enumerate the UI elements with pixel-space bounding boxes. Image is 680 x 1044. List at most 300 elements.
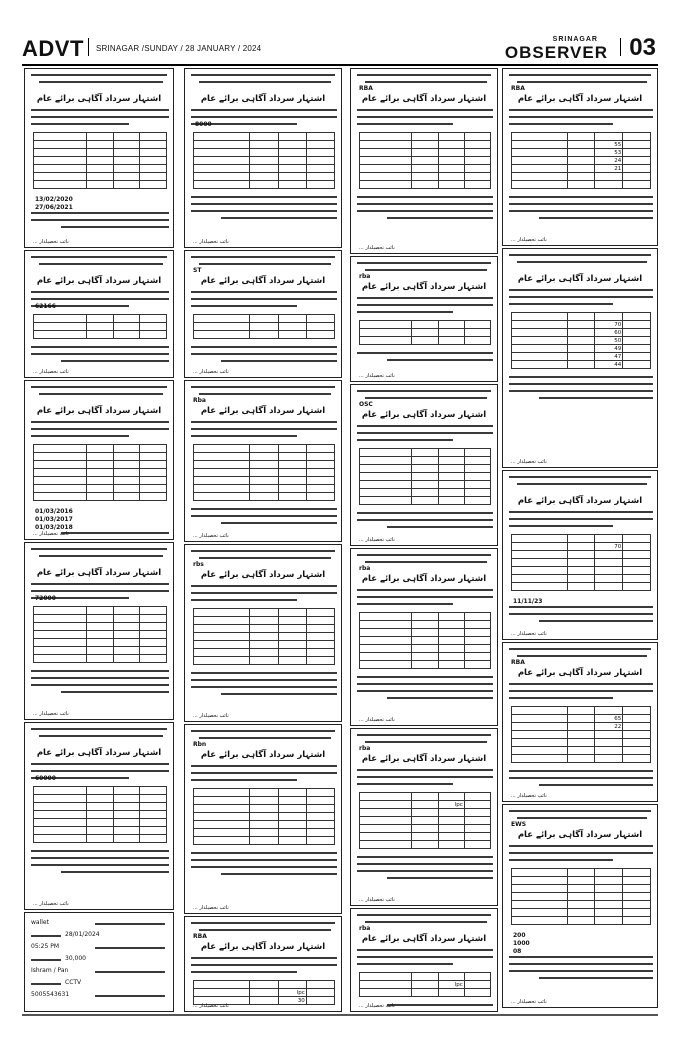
- table-cell: [623, 885, 651, 893]
- table-cell: [512, 133, 568, 141]
- table-cell: [194, 315, 250, 323]
- table-cell: [512, 345, 568, 353]
- table-cell: [464, 637, 490, 645]
- table-row: [512, 755, 651, 763]
- table-cell: lpc: [438, 801, 464, 809]
- table-cell: [87, 181, 114, 189]
- table-row: [194, 157, 335, 165]
- text-line: [95, 971, 165, 973]
- text-line: [191, 779, 297, 781]
- table-row: [512, 707, 651, 715]
- table-cell: [623, 731, 651, 739]
- table-cell: [623, 173, 651, 181]
- classified-notice: [184, 250, 342, 378]
- table-row: [34, 149, 167, 157]
- table-cell: [250, 445, 278, 453]
- text-line: [191, 515, 337, 517]
- table-cell: [567, 321, 595, 329]
- table-cell: [87, 647, 114, 655]
- table-row: [194, 315, 335, 323]
- table-cell: [278, 797, 306, 805]
- table-cell: [512, 361, 568, 369]
- text-line: [199, 81, 331, 83]
- table-cell: [306, 453, 334, 461]
- table-row: [194, 485, 335, 493]
- table-cell: [113, 157, 140, 165]
- text-line: [509, 963, 653, 965]
- text-line: [539, 620, 653, 622]
- table-cell: [438, 793, 464, 801]
- classified-notice: [502, 642, 658, 802]
- notice-signature: نائب تحصیلدار ...: [359, 245, 395, 251]
- table-cell: [567, 543, 595, 551]
- table-cell: [140, 835, 167, 843]
- text-line: [191, 957, 337, 959]
- text-line: [509, 289, 653, 291]
- text-line: [357, 863, 493, 865]
- table-cell: [623, 747, 651, 755]
- table-cell: [113, 485, 140, 493]
- table-cell: [250, 165, 278, 173]
- table-cell: [623, 755, 651, 763]
- table-cell: [438, 809, 464, 817]
- table-row: [512, 909, 651, 917]
- table-cell: [278, 133, 306, 141]
- table-cell: [412, 321, 438, 329]
- text-line: [357, 203, 493, 205]
- notice-title: اشتہار سرداد آگاہی برائے عام: [361, 282, 487, 292]
- notice-amount: 60000: [35, 775, 56, 782]
- table-row: [360, 653, 491, 661]
- text-line: [31, 298, 169, 300]
- wallet-tag: CCTV: [65, 979, 82, 986]
- table-cell: [412, 329, 438, 337]
- notice-title: اشتہار سرداد آگاہی برائے عام: [361, 754, 487, 764]
- classified-notice: [24, 542, 174, 720]
- table-cell: [567, 133, 595, 141]
- table-cell: [278, 445, 306, 453]
- table-row: [512, 877, 651, 885]
- table-cell: [464, 133, 490, 141]
- table-cell: [623, 723, 651, 731]
- table-cell: [34, 795, 87, 803]
- text-line: [199, 263, 331, 265]
- table-cell: [623, 869, 651, 877]
- wallet-notice: [24, 912, 174, 1012]
- notice-value: 01/03/2016: [35, 508, 73, 515]
- table-cell: [194, 633, 250, 641]
- table-cell: [438, 149, 464, 157]
- text-line: [31, 983, 61, 985]
- text-line: [509, 810, 651, 812]
- table-row: [512, 173, 651, 181]
- table-cell: [464, 833, 490, 841]
- text-line: [357, 776, 493, 778]
- table-cell: [360, 629, 412, 637]
- table-cell: [194, 173, 250, 181]
- notice-title: اشتہار سرداد آگاہی برائے عام: [36, 276, 162, 286]
- table-row: [360, 337, 491, 345]
- text-line: [191, 386, 335, 388]
- table-cell: [360, 321, 412, 329]
- notice-tag: rbs: [193, 561, 204, 568]
- text-line: [357, 519, 493, 521]
- table-row: [194, 445, 335, 453]
- table-cell: [194, 797, 250, 805]
- text-line: [509, 203, 653, 205]
- table-cell: [278, 649, 306, 657]
- text-line: [387, 1004, 493, 1006]
- text-line: [509, 296, 653, 298]
- table-cell: [360, 329, 412, 337]
- text-line: [31, 212, 169, 214]
- table-cell: [87, 485, 114, 493]
- table-cell: [438, 497, 464, 505]
- text-line: [357, 74, 491, 76]
- table-cell: [567, 345, 595, 353]
- table-cell: [113, 133, 140, 141]
- table-cell: [250, 157, 278, 165]
- table-row: [360, 465, 491, 473]
- notice-table: [511, 868, 651, 925]
- table-cell: [87, 173, 114, 181]
- text-line: [31, 728, 167, 730]
- text-line: [357, 432, 493, 434]
- text-line: [509, 196, 653, 198]
- text-line: [31, 670, 169, 672]
- table-cell: [623, 893, 651, 901]
- table-cell: [438, 449, 464, 457]
- text-line: [509, 109, 653, 111]
- table-cell: [464, 661, 490, 669]
- text-line: [191, 922, 335, 924]
- table-row: [34, 615, 167, 623]
- table-cell: [360, 809, 412, 817]
- table-cell: [412, 653, 438, 661]
- table-cell: [567, 901, 595, 909]
- table-cell: [595, 559, 623, 567]
- table-cell: [250, 813, 278, 821]
- text-line: [357, 603, 453, 605]
- table-cell: [34, 607, 87, 615]
- table-row: [34, 181, 167, 189]
- table-cell: [250, 657, 278, 665]
- table-cell: [306, 323, 334, 331]
- table-cell: [412, 645, 438, 653]
- text-line: [357, 352, 493, 354]
- table-cell: [595, 869, 623, 877]
- table-row: [194, 633, 335, 641]
- table-row: [512, 901, 651, 909]
- notice-signature: نائب تحصیلدار ...: [193, 239, 229, 245]
- notice-signature: نائب تحصیلدار ...: [359, 537, 395, 543]
- text-line: [357, 690, 493, 692]
- table-cell: [113, 493, 140, 501]
- table-cell: [360, 833, 412, 841]
- table-cell: [306, 617, 334, 625]
- table-cell: [306, 331, 334, 339]
- notice-tag: RBA: [511, 85, 525, 92]
- header-separator: [88, 38, 89, 56]
- notice-title: اشتہار سرداد آگاہی برائے عام: [361, 574, 487, 584]
- table-cell: [595, 173, 623, 181]
- table-row: [194, 981, 335, 989]
- table-row: [512, 353, 651, 361]
- notice-tag: rba: [359, 565, 371, 572]
- table-cell: [512, 755, 568, 763]
- table-cell: [623, 157, 651, 165]
- table-row: [360, 825, 491, 833]
- table-cell: [250, 997, 278, 1005]
- table-cell: [360, 825, 412, 833]
- text-line: [357, 914, 491, 916]
- notice-table: [33, 606, 167, 663]
- table-cell: [595, 707, 623, 715]
- table-cell: [623, 877, 651, 885]
- text-line: [365, 397, 487, 399]
- table-cell: [34, 819, 87, 827]
- table-row: [512, 715, 651, 723]
- text-line: [517, 261, 647, 263]
- table-cell: [567, 715, 595, 723]
- table-row: [360, 173, 491, 181]
- table-cell: [250, 323, 278, 331]
- table-cell: [512, 707, 568, 715]
- table-cell: [194, 461, 250, 469]
- table-cell: [278, 469, 306, 477]
- text-line: [199, 737, 331, 739]
- table-cell: [567, 575, 595, 583]
- table-cell: [438, 465, 464, 473]
- page-number: 03: [629, 34, 656, 61]
- table-cell: [87, 631, 114, 639]
- table-row: [194, 805, 335, 813]
- table-row: [512, 133, 651, 141]
- notice-table: [359, 792, 491, 849]
- text-line: [191, 964, 337, 966]
- table-cell: [623, 181, 651, 189]
- table-cell: [87, 445, 114, 453]
- table-cell: [278, 157, 306, 165]
- table-cell: [438, 613, 464, 621]
- table-cell: [306, 469, 334, 477]
- table-cell: [512, 535, 568, 543]
- table-cell: [113, 331, 140, 339]
- table-cell: [194, 469, 250, 477]
- table-cell: [306, 989, 334, 997]
- text-line: [357, 109, 493, 111]
- table-cell: [194, 149, 250, 157]
- table-cell: [464, 329, 490, 337]
- text-line: [509, 648, 651, 650]
- table-cell: [623, 559, 651, 567]
- notice-title: اشتہار سرداد آگاہی برائے عام: [200, 276, 326, 286]
- table-cell: [595, 885, 623, 893]
- table-cell: [438, 989, 464, 997]
- text-line: [39, 735, 163, 737]
- table-cell: 30: [278, 997, 306, 1005]
- table-cell: [140, 477, 167, 485]
- table-row: [34, 819, 167, 827]
- table-cell: [34, 157, 87, 165]
- table-cell: [567, 731, 595, 739]
- table-cell: [412, 497, 438, 505]
- notice-signature: نائب تحصیلدار ...: [193, 1003, 229, 1009]
- table-cell: [412, 833, 438, 841]
- table-cell: [412, 149, 438, 157]
- text-line: [357, 596, 493, 598]
- text-line: [509, 303, 613, 305]
- text-line: [509, 845, 653, 847]
- table-cell: [623, 133, 651, 141]
- notice-tag: RBA: [193, 933, 207, 940]
- table-cell: [623, 329, 651, 337]
- table-row: [360, 473, 491, 481]
- notice-value: 200: [513, 932, 526, 939]
- table-cell: [87, 827, 114, 835]
- table-cell: [512, 869, 568, 877]
- table-row: [34, 485, 167, 493]
- table-row: [512, 149, 651, 157]
- table-cell: [306, 157, 334, 165]
- table-row: [194, 331, 335, 339]
- wallet-tag: Ishram / Pan: [31, 967, 69, 974]
- table-cell: [412, 841, 438, 849]
- table-cell: [567, 723, 595, 731]
- table-cell: [360, 621, 412, 629]
- table-cell: [250, 649, 278, 657]
- notice-tag: ST: [193, 267, 202, 274]
- table-cell: [512, 575, 568, 583]
- table-cell: [567, 917, 595, 925]
- table-row: [34, 445, 167, 453]
- table-cell: [464, 337, 490, 345]
- table-cell: lpc: [438, 981, 464, 989]
- table-cell: [306, 813, 334, 821]
- text-line: [31, 109, 169, 111]
- notice-title: اشتہار سرداد آگاہی برائے عام: [200, 942, 326, 952]
- table-cell: [306, 141, 334, 149]
- table-cell: 60: [595, 329, 623, 337]
- table-cell: [250, 181, 278, 189]
- text-line: [191, 592, 337, 594]
- table-cell: [250, 641, 278, 649]
- table-row: [194, 789, 335, 797]
- text-line: [509, 525, 613, 527]
- classified-notice: [502, 470, 658, 640]
- table-row: [34, 631, 167, 639]
- table-cell: [464, 989, 490, 997]
- table-row: [360, 801, 491, 809]
- text-line: [31, 123, 129, 125]
- table-cell: [140, 133, 167, 141]
- table-cell: [464, 621, 490, 629]
- masthead-city: SRINAGAR: [552, 36, 598, 43]
- table-cell: [412, 989, 438, 997]
- table-cell: [512, 141, 568, 149]
- table-cell: [623, 715, 651, 723]
- text-line: [357, 297, 493, 299]
- table-row: [34, 141, 167, 149]
- table-cell: [567, 747, 595, 755]
- table-row: [34, 165, 167, 173]
- table-cell: [360, 481, 412, 489]
- table-cell: [250, 461, 278, 469]
- table-cell: [140, 631, 167, 639]
- text-line: [357, 589, 493, 591]
- table-cell: [278, 821, 306, 829]
- table-cell: [194, 649, 250, 657]
- notice-title: اشتہار سرداد آگاہی برائے عام: [200, 94, 326, 104]
- table-cell: [306, 149, 334, 157]
- text-line: [221, 217, 337, 219]
- classified-notice: [184, 544, 342, 722]
- table-cell: [360, 841, 412, 849]
- table-row: [34, 795, 167, 803]
- table-cell: [567, 157, 595, 165]
- table-cell: [34, 639, 87, 647]
- table-cell: [412, 173, 438, 181]
- text-line: [31, 857, 169, 859]
- text-line: [509, 683, 653, 685]
- table-cell: [87, 133, 114, 141]
- table-cell: [464, 825, 490, 833]
- table-cell: [567, 141, 595, 149]
- wallet-date: 28/01/2024: [65, 931, 100, 938]
- text-line: [31, 435, 129, 437]
- table-cell: [567, 739, 595, 747]
- notice-title: اشتہار سرداد آگاہی برائے عام: [36, 568, 162, 578]
- table-cell: [438, 457, 464, 465]
- table-cell: [140, 639, 167, 647]
- table-cell: [250, 633, 278, 641]
- table-cell: [567, 559, 595, 567]
- text-line: [357, 512, 493, 514]
- table-cell: [250, 821, 278, 829]
- notice-tag: Rbn: [193, 741, 207, 748]
- table-row: [360, 457, 491, 465]
- table-cell: [278, 323, 306, 331]
- notice-table: [193, 314, 335, 339]
- text-line: [191, 109, 337, 111]
- notice-title: اشتہار سرداد آگاہی برائے عام: [200, 750, 326, 760]
- table-cell: [250, 173, 278, 181]
- dateline: SRINAGAR /SUNDAY / 28 JANUARY / 2024: [96, 44, 262, 53]
- table-cell: [140, 827, 167, 835]
- table-cell: [278, 181, 306, 189]
- table-row: [360, 165, 491, 173]
- text-line: [31, 935, 61, 937]
- wallet-phone: 5005543631: [31, 991, 70, 998]
- table-cell: [360, 181, 412, 189]
- table-cell: [567, 181, 595, 189]
- table-cell: [412, 981, 438, 989]
- table-cell: [306, 609, 334, 617]
- text-line: [539, 784, 653, 786]
- table-cell: [194, 981, 250, 989]
- table-cell: [87, 165, 114, 173]
- table-cell: 53: [595, 149, 623, 157]
- table-cell: [438, 473, 464, 481]
- notice-table: [359, 320, 491, 345]
- table-row: [512, 181, 651, 189]
- notice-title: اشتہار سرداد آگاہی برائے عام: [36, 94, 162, 104]
- table-row: [360, 661, 491, 669]
- text-line: [509, 74, 651, 76]
- table-cell: 65: [595, 715, 623, 723]
- footer-rule: [22, 1014, 658, 1016]
- table-cell: [34, 485, 87, 493]
